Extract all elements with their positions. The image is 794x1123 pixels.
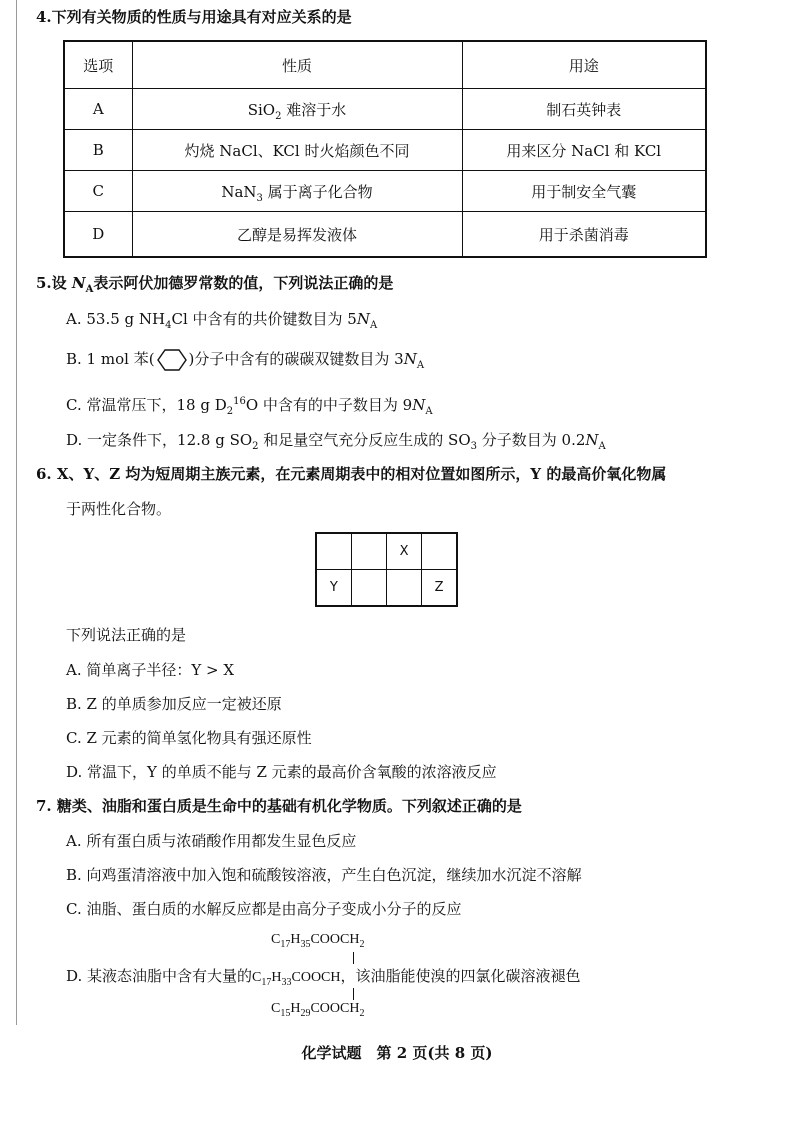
periodic-cell <box>351 570 386 607</box>
row-option: B <box>64 130 132 171</box>
q4-table <box>63 40 707 258</box>
q6-stem: 下列说法正确的是 <box>66 626 187 644</box>
row-option: D <box>64 212 132 258</box>
periodic-cell <box>387 570 422 607</box>
q6-option-c: C. Z 元素的简单氢化物具有强还原性 <box>66 729 312 747</box>
q6-title-line1: 6. X、Y、Z 均为短周期主族元素，在元素周期表中的相对位置如图所示，Y 的最高价氧化物属 <box>36 465 667 483</box>
bond-line <box>353 988 354 1000</box>
q7-option-b: B. 向鸡蛋清溶液中加入饱和硫酸铵溶液，产生白色沉淀，继续加水沉淀不溶解 <box>66 866 582 884</box>
table-row <box>64 212 706 258</box>
table-row <box>64 89 706 130</box>
row-property: 乙醇是易挥发液体 <box>132 212 462 258</box>
q6-title-line2: 于两性化合物。 <box>66 500 172 518</box>
row-property: 灼烧 NaCl、KCl 时火焰颜色不同 <box>132 130 462 171</box>
q7-option-c: C. 油脂、蛋白质的水解反应都是由高分子变成小分子的反应 <box>66 900 462 918</box>
q6-option-b: B. Z 的单质参加反应一定被还原 <box>66 695 282 713</box>
periodic-cell <box>316 533 351 570</box>
periodic-cell <box>351 533 386 570</box>
table-row <box>64 130 706 171</box>
row-use: 用来区分 NaCl 和 KCl <box>462 130 706 171</box>
row-use: 制石英钟表 <box>462 89 706 130</box>
q7-option-d: D. 某液态油脂中含有大量的$C_{17}H_{33}COOCH$，该油脂能使溴的四氯化碳溶液褪色 <box>66 967 581 988</box>
triglyceride-formula-top: $C_{17}H_{35}COOCH_2$ <box>271 932 365 950</box>
triglyceride-formula-bottom: $C_{15}H_{29}COOCH_2$ <box>271 1001 365 1019</box>
q6-option-a: A. 简单离子半径：Y > X <box>66 661 235 679</box>
periodic-table-fragment <box>315 532 458 607</box>
periodic-row <box>316 533 457 570</box>
q5-option-b: B. 1 mol 苯( )分子中含有的碳碳双键数目为 $3N_A$ <box>66 350 425 371</box>
q4-title: 4.下列有关物质的性质与用途具有对应关系的是 <box>36 8 352 26</box>
table-row <box>64 171 706 212</box>
q5-option-d: D. 一定条件下，12.8 g $SO_2$ 和足量空气充分反应生成的 $SO_3$ 分子数目为 $0.2N_A$ <box>66 431 606 452</box>
q5-title: 5.设 $N_A$表示阿伏加德罗常数的值，下列说法正确的是 <box>36 274 394 295</box>
bond-line <box>353 952 354 964</box>
row-property: NaN$_3$ 属于离子化合物 <box>132 171 462 212</box>
page-footer: 化学试题 第 2 页(共 8 页) <box>301 1044 493 1062</box>
row-use: 用于制安全气囊 <box>462 171 706 212</box>
row-property: SiO$_2$ 难溶于水 <box>132 89 462 130</box>
q5-option-a: A. 53.5 g $NH_4Cl$ 中含有的共价键数目为 $5N_A$ <box>66 310 378 331</box>
row-option: A <box>64 89 132 130</box>
binding-margin-line <box>16 0 17 1025</box>
triglyceride-formula-middle: $C_{17}H_{33}COOCH$ <box>252 970 341 988</box>
row-use: 用于杀菌消毒 <box>462 212 706 258</box>
row-option: C <box>64 171 132 212</box>
periodic-row <box>316 570 457 607</box>
periodic-cell: X <box>387 533 422 570</box>
header-option: 选项 <box>64 41 132 89</box>
q7-option-a: A. 所有蛋白质与浓硝酸作用都发生显色反应 <box>66 832 357 850</box>
q7-title: 7. 糖类、油脂和蛋白质是生命中的基础有机化学物质。下列叙述正确的是 <box>36 797 522 815</box>
header-property: 性质 <box>132 41 462 89</box>
benzene-ring-icon <box>155 348 189 372</box>
header-use: 用途 <box>462 41 706 89</box>
periodic-cell <box>422 533 457 570</box>
q6-option-d: D. 常温下，Y 的单质不能与 Z 元素的最高价含氧酸的浓溶液反应 <box>66 763 497 781</box>
q5-option-c: C. 常温常压下，18 g $D_2^{16}O$ 中含有的中子数目为 $9N_A$ <box>66 396 433 417</box>
periodic-cell: Y <box>316 570 351 607</box>
periodic-cell: Z <box>422 570 457 607</box>
q4-table-header <box>64 41 706 89</box>
